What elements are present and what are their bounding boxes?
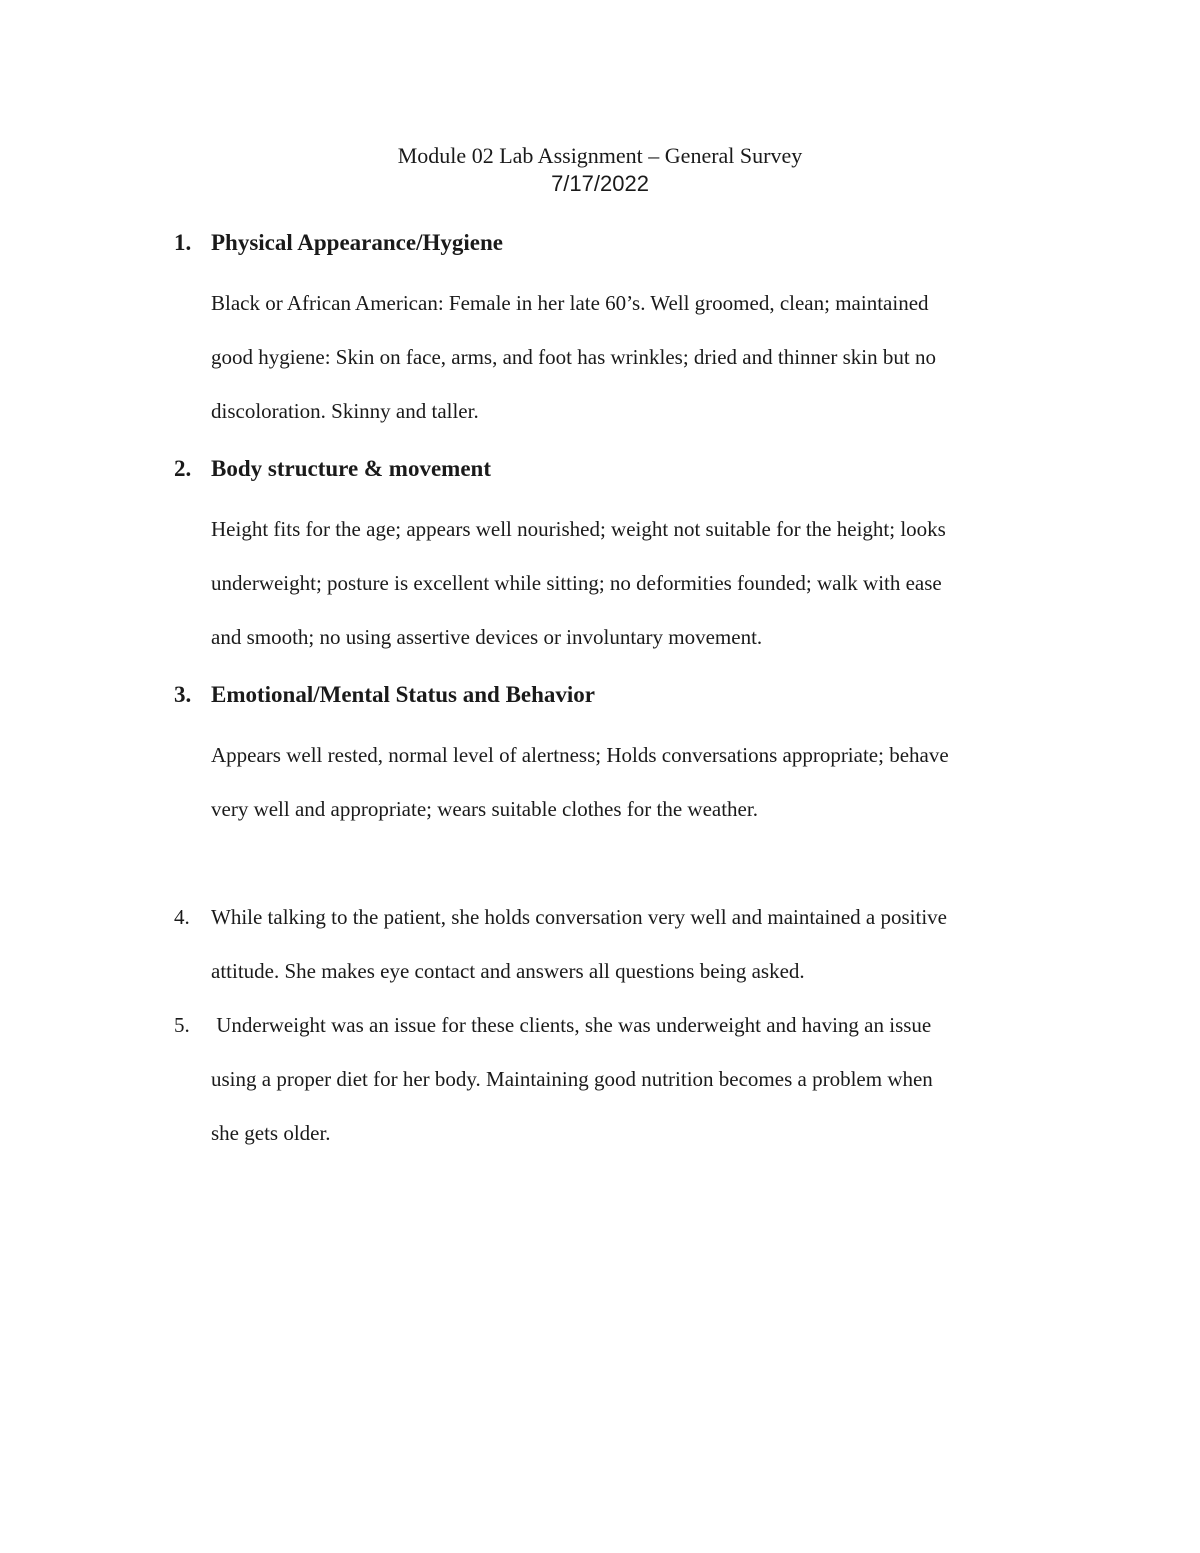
section-title: Physical Appearance/Hygiene <box>211 230 503 255</box>
body-line: Black or African American: Female in her late 60’s. Well groomed, clean; maintained <box>211 291 929 315</box>
section-title: Emotional/Mental Status and Behavior <box>211 682 596 707</box>
section-heading-emotional-status <box>174 681 595 709</box>
item-body <box>211 998 1051 1160</box>
section-heading-body-structure <box>174 455 491 483</box>
body-line: Underweight was an issue for these clients, she was underweight and having an issue <box>211 1013 932 1037</box>
body-line: attitude. She makes eye contact and answers all questions being asked. <box>211 959 805 983</box>
body-line: she gets older. <box>211 1121 331 1145</box>
section-number: 2. <box>174 456 192 481</box>
section-number: 1. <box>174 230 192 255</box>
document-date: 7/17/2022 <box>551 171 649 196</box>
item-body <box>211 890 1051 998</box>
body-line: good hygiene: Skin on face, arms, and foot has wrinkles; dried and thinner skin but no <box>211 345 936 369</box>
section-body-physical-appearance <box>211 276 1051 438</box>
body-line: discoloration. Skinny and taller. <box>211 399 479 423</box>
list-item-5 <box>174 998 1054 1160</box>
body-line: Appears well rested, normal level of alertness; Holds conversations appropriate; behave <box>211 743 949 767</box>
section-title: Body structure & movement <box>211 456 491 481</box>
item-number: 4. <box>174 905 190 929</box>
section-body-body-structure <box>211 502 1051 664</box>
list-item-4 <box>174 890 1054 998</box>
item-number: 5. <box>174 1013 190 1037</box>
body-line: using a proper diet for her body. Maintaining good nutrition becomes a problem when <box>211 1067 933 1091</box>
section-heading-physical-appearance <box>174 229 503 257</box>
section-body-emotional-status <box>211 728 1051 836</box>
body-line: While talking to the patient, she holds conversation very well and maintained a positive <box>211 905 947 929</box>
body-line: very well and appropriate; wears suitable clothes for the weather. <box>211 797 758 821</box>
section-number: 3. <box>174 682 192 707</box>
body-line: underweight; posture is excellent while sitting; no deformities founded; walk with ease <box>211 571 942 595</box>
body-line: and smooth; no using assertive devices or involuntary movement. <box>211 625 763 649</box>
body-line: Height fits for the age; appears well nourished; weight not suitable for the height; looks <box>211 517 946 541</box>
document-title: Module 02 Lab Assignment – General Survey <box>397 143 803 168</box>
